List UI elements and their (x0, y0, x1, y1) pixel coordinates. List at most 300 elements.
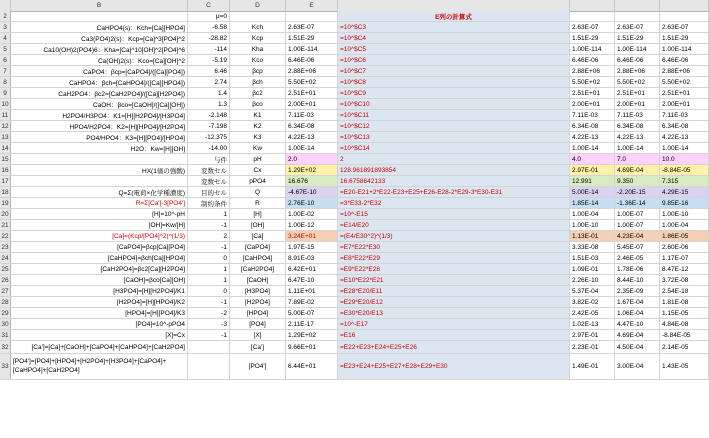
row-value-h[interactable]: -1.36E-14 (615, 198, 660, 208)
row-value-e[interactable]: 6.34E-08 (286, 121, 338, 131)
row-value-i[interactable]: 2.14E-05 (660, 341, 709, 353)
row-value-e[interactable]: 7.11E-03 (286, 110, 338, 120)
column-header-c[interactable]: C (188, 0, 230, 11)
row-value-i[interactable]: 5.50E+02 (660, 77, 709, 87)
row-value-e[interactable]: 5.00E-07 (286, 308, 338, 318)
row-formula[interactable]: 2 (338, 154, 570, 164)
row-number: 3 (0, 22, 11, 32)
row-value-e[interactable]: 6.46E-06 (286, 55, 338, 65)
row-number: 19 (0, 198, 11, 208)
row-value-g[interactable]: 1.00E-10 (570, 220, 615, 230)
table-row (0, 297, 709, 308)
row-value-i[interactable]: 7.11E-03 (660, 110, 709, 120)
row-formula[interactable]: =E23+E24+E25+E27+E28+E29+E30 (338, 354, 570, 379)
row-formula[interactable]: =10^$C11 (338, 110, 570, 120)
row-symbol[interactable]: [X] (230, 330, 286, 340)
row-symbol[interactable]: [CaH2PO4] (230, 264, 286, 274)
row-value-e[interactable]: 1.00E-114 (286, 44, 338, 54)
row-value-h[interactable]: 7.0 (615, 154, 660, 164)
row-log-value[interactable]: -28.82 (188, 33, 230, 43)
row-label[interactable]: [CaHPO4]=βch[Ca][HPO4] (11, 253, 188, 263)
row-value-e[interactable]: 7.89E-02 (286, 297, 338, 307)
row-label[interactable] (11, 154, 188, 164)
row-symbol[interactable]: [H3PO4] (230, 286, 286, 296)
row-log-value[interactable]: 1 (188, 209, 230, 219)
table-row (0, 242, 709, 253)
row-value-g[interactable]: 7.11E-03 (570, 110, 615, 120)
row-label[interactable]: [Ca]=(Kcp/[PO4]^2)^(1/3) (11, 231, 188, 241)
row-symbol[interactable]: [H2PO4] (230, 297, 286, 307)
row-value-g[interactable]: 12.991 (570, 176, 615, 186)
row-value-h[interactable]: 2.63E-07 (615, 22, 660, 32)
table-row (0, 11, 709, 22)
row-value-g[interactable]: 1.85E-14 (570, 198, 615, 208)
row-value-h[interactable]: 4.69E-04 (615, 330, 660, 340)
row-value-h[interactable]: 7.11E-03 (615, 110, 660, 120)
row-value-g[interactable]: 1.00E-114 (570, 44, 615, 54)
row-value-g[interactable]: 1.51E-29 (570, 33, 615, 43)
column-header-f[interactable] (338, 0, 570, 11)
column-header-d[interactable]: D (230, 0, 286, 11)
row-log-value[interactable]: 1.3 (188, 99, 230, 109)
table-row (0, 209, 709, 220)
row-value-i[interactable]: 6.34E-08 (660, 121, 709, 131)
row-value-g[interactable]: 6.46E-06 (570, 55, 615, 65)
row-label[interactable]: [Ca']=[Ca]+[CaOH]+[CaPO4]+[CaHPO4]+[CaH2PO4] (11, 341, 188, 353)
row-value-h[interactable]: 1.00E-07 (615, 209, 660, 219)
row-number: 4 (0, 33, 11, 43)
row-value-g[interactable]: 5.37E-04 (570, 286, 615, 296)
row-value-h[interactable]: 4.47E-10 (615, 319, 660, 329)
row-symbol[interactable]: [PO4'] (230, 354, 286, 379)
row-value-i[interactable]: 8.47E-12 (660, 264, 709, 274)
row-value-g[interactable]: 2.51E+01 (570, 88, 615, 98)
row-number: 18 (0, 187, 11, 197)
row-value-g[interactable]: 3.82E-02 (570, 297, 615, 307)
row-symbol[interactable]: Kcp (230, 33, 286, 43)
row-value-h[interactable]: 2.51E+01 (615, 88, 660, 98)
row-value-h[interactable]: 1.00E-07 (615, 220, 660, 230)
row-value-e[interactable]: 1.00E-12 (286, 220, 338, 230)
row-log-value[interactable]: -3 (188, 319, 230, 329)
row-label[interactable]: [H3PO4]=[H][H2PO4]/K1 (11, 286, 188, 296)
row-log-value[interactable]: -12.375 (188, 132, 230, 142)
row-formula[interactable]: =10^$C9 (338, 88, 570, 98)
row-symbol[interactable]: [CaPO4] (230, 242, 286, 252)
row-value-i[interactable]: 9.85E-16 (660, 198, 709, 208)
row-value-i[interactable]: 1.00E-04 (660, 220, 709, 230)
row-value-h[interactable]: 4.69E-04 (615, 165, 660, 175)
row-symbol[interactable]: [Ca] (230, 231, 286, 241)
row-formula[interactable]: =10^$C3 (338, 22, 570, 32)
row-value-e[interactable]: 1.00E-02 (286, 209, 338, 219)
row-value-i[interactable]: 2.00E+01 (660, 99, 709, 109)
row-label[interactable]: [OH]=Kw/[H] (11, 220, 188, 230)
row-log-value[interactable]: -1 (188, 330, 230, 340)
row-value-h[interactable]: 3.00E-04 (615, 354, 660, 379)
row-number: 29 (0, 308, 11, 318)
row-symbol[interactable]: K2 (230, 121, 286, 131)
table-row (0, 198, 709, 209)
row-log-value[interactable] (188, 354, 230, 379)
row-value-h[interactable]: 1.78E-06 (615, 264, 660, 274)
row-label[interactable]: HPO4/H2PO4：K2=[H][HPO4]/[H2PO4] (11, 121, 188, 131)
table-row (0, 231, 709, 242)
row-log-value[interactable]: 1.4 (188, 88, 230, 98)
row-value-e[interactable]: 1.29E+02 (286, 330, 338, 340)
row-value-g[interactable]: 4.22E-13 (570, 132, 615, 142)
row-value-i[interactable]: 2.54E-18 (660, 286, 709, 296)
row-log-value[interactable]: -1 (188, 297, 230, 307)
row-formula[interactable]: =10^$C8 (338, 77, 570, 87)
row-log-value[interactable]: 1 (188, 275, 230, 285)
row-log-value[interactable]: -114 (188, 44, 230, 54)
row-number: 16 (0, 165, 11, 175)
row-value-g[interactable]: 6.34E-08 (570, 121, 615, 131)
mu-label-cell[interactable]: μ=0 (188, 11, 230, 21)
row-label[interactable]: CaPO4：βcp=[CaPO4]/([Ca][PO4]) (11, 66, 188, 76)
table-row (0, 88, 709, 99)
row-log-value[interactable]: -2 (188, 308, 230, 318)
row-value-i[interactable]: 1.15E-05 (660, 308, 709, 318)
row-symbol[interactable]: Kw (230, 143, 286, 153)
row-label[interactable]: Ca10(OH)2(PO4)6：Kha=[Ca]^10[OH]^2[PO4]^6 (11, 44, 188, 54)
row-formula[interactable]: =E20-E21+2*E22-E23+E25+E26-E28-2*E29-3*E30-E31 (338, 187, 570, 197)
row-symbol[interactable]: [OH] (230, 220, 286, 230)
row-value-h[interactable]: 6.34E-08 (615, 121, 660, 131)
row-formula[interactable]: =10^-E15 (338, 209, 570, 219)
row-value-g[interactable]: 2.97E-01 (570, 330, 615, 340)
table-row (0, 187, 709, 198)
row-value-e[interactable]: 2.00E+01 (286, 99, 338, 109)
table-row (0, 121, 709, 132)
row-value-e[interactable]: -4.67E-10 (286, 187, 338, 197)
row-value-h[interactable]: 2.35E-09 (615, 286, 660, 296)
row-value-i[interactable]: -8.84E-05 (660, 165, 709, 175)
row-formula[interactable]: 16.6758642133 (338, 176, 570, 186)
row-label[interactable]: CaHPO4(s)：Kch=[Ca][HPO4] (11, 22, 188, 32)
row-value-h[interactable]: 2.00E+01 (615, 99, 660, 109)
row-log-value[interactable]: 目的セル (188, 187, 230, 197)
row-number: 20 (0, 209, 11, 219)
row-log-value[interactable]: -6.58 (188, 22, 230, 32)
row-value-g[interactable]: 1.09E-01 (570, 264, 615, 274)
cell-d[interactable] (230, 11, 286, 21)
row-value-g[interactable]: 1.13E-01 (570, 231, 615, 241)
row-formula[interactable]: =E29*E20/E12 (338, 297, 570, 307)
row-value-e[interactable]: 5.50E+02 (286, 77, 338, 87)
row-log-value[interactable]: 変数セル (188, 176, 230, 186)
row-value-g[interactable]: 3.33E-08 (570, 242, 615, 252)
row-value-e[interactable]: 1.29E+02 (286, 165, 338, 175)
row-value-e[interactable]: 2.51E+01 (286, 88, 338, 98)
row-value-h[interactable]: 6.46E-06 (615, 55, 660, 65)
table-row (0, 110, 709, 121)
row-value-i[interactable]: 10.0 (660, 154, 709, 164)
row-number: 12 (0, 121, 11, 131)
row-formula[interactable]: =10^$C10 (338, 99, 570, 109)
row-value-h[interactable]: 8.44E-10 (615, 275, 660, 285)
row-value-i[interactable]: 4.84E-08 (660, 319, 709, 329)
row-log-value[interactable]: -7.198 (188, 121, 230, 131)
cell-b[interactable] (11, 11, 188, 21)
row-value-h[interactable]: 2.88E+06 (615, 66, 660, 76)
row-value-e[interactable]: 2.63E-07 (286, 22, 338, 32)
row-number: 21 (0, 220, 11, 230)
row-value-e[interactable]: 1.97E-15 (286, 242, 338, 252)
row-label[interactable]: Ca(OH)2(s)：Kco=[Ca][OH]^2 (11, 55, 188, 65)
row-log-value[interactable]: 与件 (188, 154, 230, 164)
cell-i[interactable] (660, 11, 709, 21)
table-row (0, 220, 709, 231)
row-formula[interactable]: =3*E33-2*E32 (338, 198, 570, 208)
column-header-i[interactable] (660, 0, 709, 11)
row-symbol[interactable]: Kco (230, 55, 286, 65)
row-formula[interactable]: =10^-E17 (338, 319, 570, 329)
row-value-e[interactable]: 2.0 (286, 154, 338, 164)
row-formula[interactable]: =(E4/E30^2)^(1/3) (338, 231, 570, 241)
row-value-g[interactable]: 5.50E+02 (570, 77, 615, 87)
row-symbol[interactable]: [CaOH] (230, 275, 286, 285)
row-label[interactable]: CaHPO4：βch=[CaHPO4]/([Ca][HPO4]) (11, 77, 188, 87)
row-value-e[interactable]: 1.51E-29 (286, 33, 338, 43)
row-log-value[interactable]: 変数セル (188, 165, 230, 175)
row-label[interactable]: [CaPO4]=βcp[Ca][PO4] (11, 242, 188, 252)
row-formula[interactable]: =E22+E23+E24+E25+E26 (338, 341, 570, 353)
row-symbol[interactable]: pH (230, 154, 286, 164)
table-row (0, 286, 709, 297)
row-value-g[interactable]: 1.49E-01 (570, 354, 615, 379)
row-log-value[interactable]: 2 (188, 231, 230, 241)
row-value-h[interactable]: 9.350 (615, 176, 660, 186)
row-log-value[interactable]: -2.148 (188, 110, 230, 120)
row-formula[interactable]: =E14/E20 (338, 220, 570, 230)
row-value-g[interactable]: 2.63E-07 (570, 22, 615, 32)
row-label[interactable]: [H2PO4]=[H][HPO4]/K2 (11, 297, 188, 307)
row-formula[interactable]: =10^$C5 (338, 44, 570, 54)
row-value-h[interactable]: 4.50E-04 (615, 341, 660, 353)
row-value-i[interactable]: 1.00E-114 (660, 44, 709, 54)
row-number: 10 (0, 99, 11, 109)
row-value-g[interactable]: 1.51E-03 (570, 253, 615, 263)
row-number: 31 (0, 330, 11, 340)
row-value-g[interactable]: 1.00E-14 (570, 143, 615, 153)
row-value-h[interactable]: 5.50E+02 (615, 77, 660, 87)
row-label[interactable]: [X]=Cx (11, 330, 188, 340)
row-log-value[interactable]: 2.74 (188, 77, 230, 87)
row-value-g[interactable]: 2.97E-01 (570, 165, 615, 175)
row-value-i[interactable]: 3.72E-08 (660, 275, 709, 285)
row-label[interactable]: CaH2PO4：βc2=[CaH2PO4]/([Ca][H2PO4]) (11, 88, 188, 98)
table-row (0, 66, 709, 77)
row-log-value[interactable] (188, 341, 230, 353)
row-symbol[interactable]: [HPO4] (230, 308, 286, 318)
row-formula[interactable]: =10^$C7 (338, 66, 570, 76)
row-value-i[interactable]: 1.51E-29 (660, 33, 709, 43)
row-value-i[interactable]: 1.86E-05 (660, 231, 709, 241)
row-value-e[interactable]: 3.24E+01 (286, 231, 338, 241)
row-label[interactable]: H2PO4/H3PO4：K1=[H][H2PO4]/[H3PO4] (11, 110, 188, 120)
row-symbol[interactable]: βco (230, 99, 286, 109)
row-log-value[interactable]: 1 (188, 264, 230, 274)
row-value-h[interactable]: 5.45E-07 (615, 242, 660, 252)
column-header-g[interactable] (570, 0, 615, 11)
row-value-i[interactable]: 1.81E-08 (660, 297, 709, 307)
row-value-h[interactable]: 1.00E-14 (615, 143, 660, 153)
row-label[interactable]: [PO4']=[PO4]+[HPO4]+[H2PO4]+[H3PO4]+[CaPO4]+[CaHPO4]+[CaH2PO4] (11, 354, 188, 379)
row-value-i[interactable]: 1.43E-05 (660, 354, 709, 379)
row-symbol[interactable]: βcp (230, 66, 286, 76)
row-value-i[interactable]: -8.84E-05 (660, 330, 709, 340)
row-label[interactable]: [CaOH]=βco[Ca][OH] (11, 275, 188, 285)
row-label[interactable]: Q=Σ(電荷×化学種濃度) (11, 187, 188, 197)
row-symbol[interactable]: R (230, 198, 286, 208)
row-symbol[interactable]: K3 (230, 132, 286, 142)
row-symbol[interactable]: [CaHPO4] (230, 253, 286, 263)
row-value-g[interactable]: 5.00E-14 (570, 187, 615, 197)
row-number: 25 (0, 264, 11, 274)
row-value-e[interactable]: 4.22E-13 (286, 132, 338, 142)
row-label[interactable]: H2O：Kw=[H][OH] (11, 143, 188, 153)
table-row (0, 330, 709, 341)
row-symbol[interactable]: [Ca'] (230, 341, 286, 353)
row-symbol[interactable]: Kha (230, 44, 286, 54)
row-formula[interactable]: =10^$C12 (338, 121, 570, 131)
row-value-i[interactable]: 2.60E-06 (660, 242, 709, 252)
row-number: 28 (0, 297, 11, 307)
row-symbol[interactable]: Cx (230, 165, 286, 175)
row-log-value[interactable]: -1 (188, 220, 230, 230)
cell-h[interactable] (615, 11, 660, 21)
cell-g[interactable] (570, 11, 615, 21)
row-formula[interactable]: =E30*E20/E13 (338, 308, 570, 318)
row-label[interactable]: Ca3(PO4)2(s)：Kcp=[Ca]^3[PO4]^2 (11, 33, 188, 43)
row-value-e[interactable]: 1.11E+01 (286, 286, 338, 296)
row-formula[interactable]: =E7*E22*E30 (338, 242, 570, 252)
row-value-e[interactable]: 6.42E+01 (286, 264, 338, 274)
row-value-i[interactable]: 1.17E-07 (660, 253, 709, 263)
row-log-value[interactable]: 0 (188, 286, 230, 296)
row-number: 23 (0, 242, 11, 252)
row-label[interactable]: R=Σ[Ca']-3[PO4'] (11, 198, 188, 208)
table-row (0, 341, 709, 354)
row-label[interactable]: HX(1価の強酸) (11, 165, 188, 175)
row-label[interactable]: [CaH2PO4]=βc2[Ca][H2PO4] (11, 264, 188, 274)
row-value-i[interactable]: 6.46E-06 (660, 55, 709, 65)
row-formula[interactable]: =E10*E22*E21 (338, 275, 570, 285)
row-formula[interactable]: =10^$C14 (338, 143, 570, 153)
row-label[interactable] (11, 176, 188, 186)
row-value-h[interactable]: 1.06E-04 (615, 308, 660, 318)
row-value-e[interactable]: 2.11E-17 (286, 319, 338, 329)
row-value-e[interactable]: 9.66E+01 (286, 341, 338, 353)
row-label[interactable]: [HPO4]=[H][PO4]/K3 (11, 308, 188, 318)
row-value-i[interactable]: 1.00E-10 (660, 209, 709, 219)
row-label[interactable]: PO4/HPO4：K3=[H][PO4]/[HPO4] (11, 132, 188, 142)
row-value-h[interactable]: 1.51E-29 (615, 33, 660, 43)
row-value-h[interactable]: 4.22E-13 (615, 132, 660, 142)
row-symbol[interactable]: [PO4] (230, 319, 286, 329)
row-value-g[interactable]: 1.02E-13 (570, 319, 615, 329)
table-row (0, 264, 709, 275)
formula-column-header[interactable]: E列の計算式 (338, 11, 570, 21)
row-symbol[interactable]: pPO4 (230, 176, 286, 186)
row-value-h[interactable]: 4.23E-04 (615, 231, 660, 241)
column-header-h[interactable] (615, 0, 660, 11)
row-value-g[interactable]: 1.00E-04 (570, 209, 615, 219)
row-log-value[interactable]: -1 (188, 242, 230, 252)
row-formula[interactable]: =E8*E22*E29 (338, 253, 570, 263)
row-log-value[interactable]: -14.00 (188, 143, 230, 153)
row-value-g[interactable]: 2.00E+01 (570, 99, 615, 109)
row-value-g[interactable]: 2.23E-01 (570, 341, 615, 353)
row-formula[interactable]: =E16 (338, 330, 570, 340)
row-formula[interactable]: 128.961891893854 (338, 165, 570, 175)
row-label[interactable]: CaOH：βco=[CaOH]/([Ca][OH]) (11, 99, 188, 109)
row-value-i[interactable]: 2.63E-07 (660, 22, 709, 32)
column-header-b[interactable]: B (11, 0, 188, 11)
row-formula[interactable]: =E28*E20/E11 (338, 286, 570, 296)
column-header-e[interactable]: E (286, 0, 338, 11)
row-value-g[interactable]: 2.26E-10 (570, 275, 615, 285)
row-formula[interactable]: =E9*E22*E28 (338, 264, 570, 274)
row-value-i[interactable]: 1.00E-14 (660, 143, 709, 153)
row-value-i[interactable]: 2.88E+06 (660, 66, 709, 76)
table-row (0, 253, 709, 264)
row-number: 22 (0, 231, 11, 241)
row-value-e[interactable]: 2.88E+06 (286, 66, 338, 76)
row-symbol[interactable]: βc2 (230, 88, 286, 98)
row-number: 30 (0, 319, 11, 329)
row-formula[interactable]: =10^$C4 (338, 33, 570, 43)
row-symbol[interactable]: Kch (230, 22, 286, 32)
row-log-value[interactable]: 0 (188, 253, 230, 263)
row-log-value[interactable]: -5.19 (188, 55, 230, 65)
row-value-e[interactable]: 6.44E+01 (286, 354, 338, 379)
row-value-i[interactable]: 2.51E+01 (660, 88, 709, 98)
row-log-value[interactable]: 6.46 (188, 66, 230, 76)
row-symbol[interactable]: [H] (230, 209, 286, 219)
row-symbol[interactable]: βch (230, 77, 286, 87)
row-label[interactable]: [H]=10^-pH (11, 209, 188, 219)
row-symbol[interactable]: K1 (230, 110, 286, 120)
row-value-g[interactable]: 2.42E-05 (570, 308, 615, 318)
row-label[interactable]: [PO4]=10^-pPO4 (11, 319, 188, 329)
row-value-h[interactable]: 2.46E-05 (615, 253, 660, 263)
row-value-e[interactable]: 8.91E-03 (286, 253, 338, 263)
row-formula[interactable]: =10^$C6 (338, 55, 570, 65)
row-log-value[interactable]: 制約条件 (188, 198, 230, 208)
row-value-e[interactable]: 16.676 (286, 176, 338, 186)
row-number: 14 (0, 143, 11, 153)
cell-e[interactable] (286, 11, 338, 21)
row-value-h[interactable]: 1.67E-04 (615, 297, 660, 307)
row-value-g[interactable]: 2.88E+06 (570, 66, 615, 76)
row-value-e[interactable]: 1.00E-14 (286, 143, 338, 153)
row-symbol[interactable]: Q (230, 187, 286, 197)
row-value-e[interactable]: 2.76E-10 (286, 198, 338, 208)
select-all-corner[interactable] (0, 0, 11, 11)
row-value-i[interactable]: 7.315 (660, 176, 709, 186)
row-value-i[interactable]: 4.29E-15 (660, 187, 709, 197)
row-number: 5 (0, 44, 11, 54)
row-value-h[interactable]: 1.00E-114 (615, 44, 660, 54)
row-value-i[interactable]: 4.22E-13 (660, 132, 709, 142)
row-value-g[interactable]: 4.0 (570, 154, 615, 164)
row-value-h[interactable]: -2.20E-15 (615, 187, 660, 197)
row-value-e[interactable]: 6.47E-10 (286, 275, 338, 285)
row-formula[interactable]: =10^$C13 (338, 132, 570, 142)
